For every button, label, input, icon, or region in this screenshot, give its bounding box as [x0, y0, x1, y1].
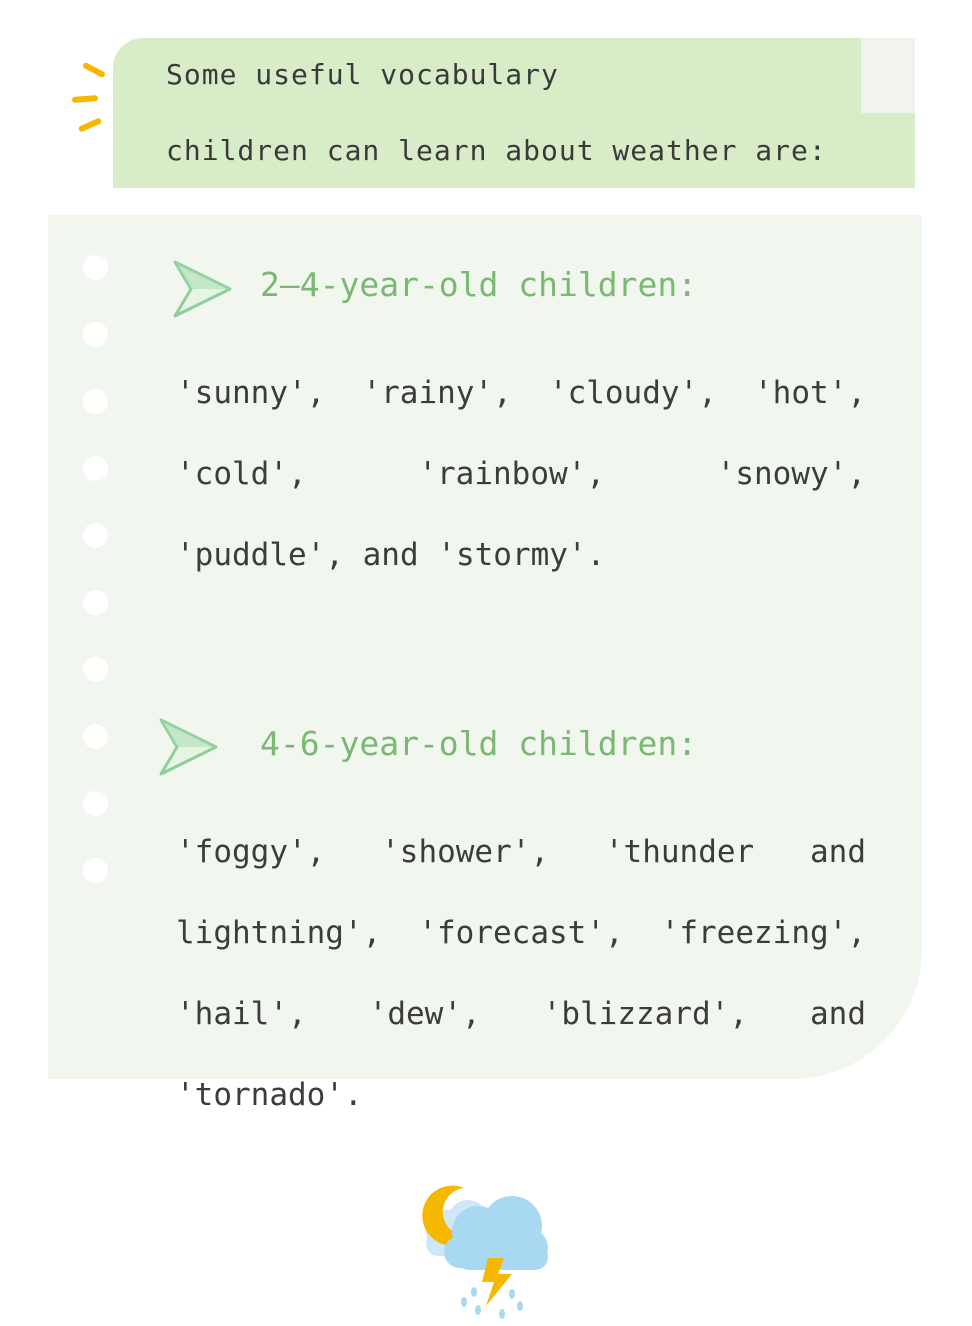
moon-cloud-thunderstorm-icon	[416, 1182, 556, 1322]
notebook-hole	[83, 657, 108, 682]
vocabulary-list-preschoolers: 'foggy', 'shower', 'thunder and lightning', 'forecast', 'freezing', 'hail', 'dew', 'blizzard', and 'tornado'.	[176, 834, 866, 1113]
header-banner	[113, 38, 915, 188]
arrow-right-icon	[172, 259, 234, 319]
notebook-hole	[83, 389, 108, 414]
section-title-toddlers: 2‒4-year-old children:	[260, 265, 698, 304]
vocabulary-card	[48, 215, 922, 1113]
spark-line-bottom	[78, 117, 102, 132]
arrow-right-icon	[158, 717, 220, 777]
header-line-1: Some useful vocabulary	[166, 58, 559, 91]
section-title-preschoolers: 4-6-year-old children:	[260, 724, 698, 763]
notebook-hole	[83, 791, 108, 816]
header-line-2: children can learn about weather are:	[166, 134, 827, 167]
notebook-hole	[83, 858, 108, 883]
notebook-hole	[83, 523, 108, 548]
spark-line-middle	[72, 95, 98, 103]
notebook-hole	[83, 255, 108, 280]
header-corner-tab	[861, 38, 915, 113]
notebook-hole	[83, 724, 108, 749]
spark-line-top	[82, 62, 106, 79]
notebook-hole	[83, 590, 108, 615]
notebook-hole	[83, 456, 108, 481]
notebook-hole	[83, 322, 108, 347]
vocabulary-list-toddlers: 'sunny', 'rainy', 'cloudy', 'hot', 'cold', 'rainbow', 'snowy', 'puddle', and 'stormy'.	[176, 375, 866, 573]
